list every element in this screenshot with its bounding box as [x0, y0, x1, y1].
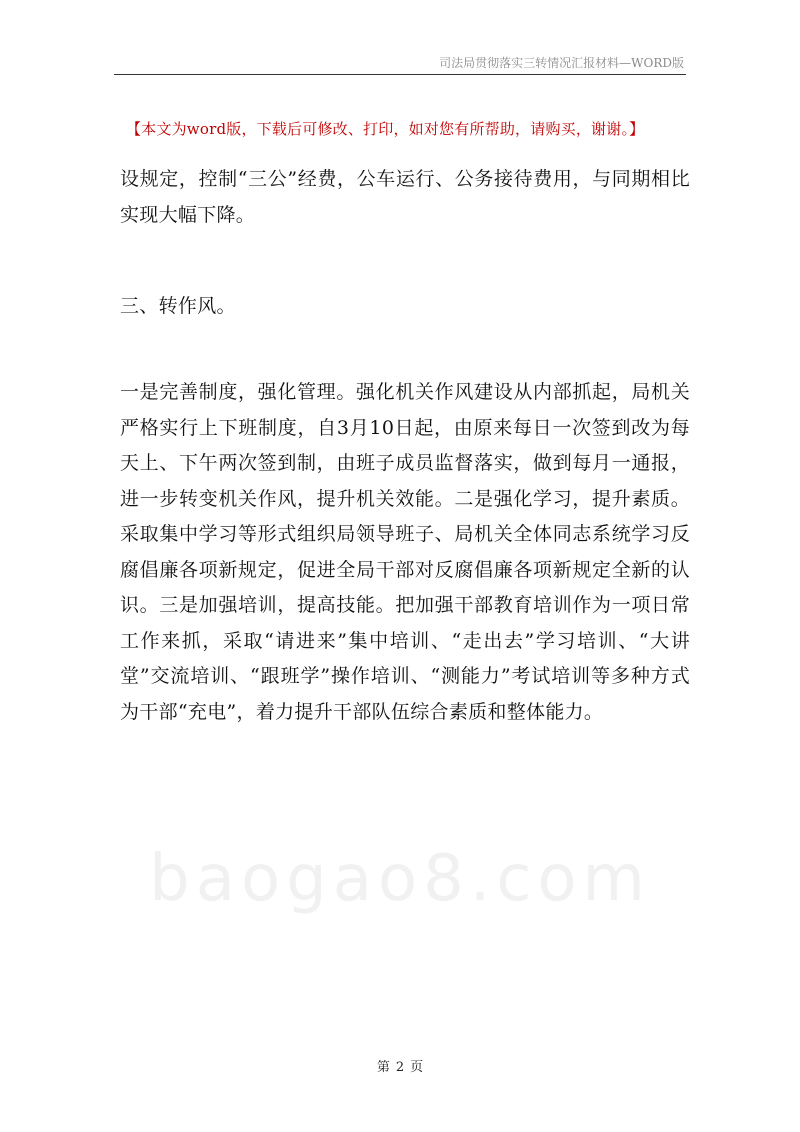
footer-prefix: 第 — [376, 1060, 390, 1075]
watermark: baogao8.com — [149, 842, 651, 916]
page-header — [114, 50, 686, 75]
page-number: 2 — [395, 1060, 405, 1075]
section-heading: 三、转作风。 — [120, 295, 236, 317]
download-notice: 【本文为word版，下载后可修改、打印，如对您有所帮助，请购买，谢谢。】 — [126, 120, 645, 138]
paragraph-continued: 设规定，控制“三公”经费，公车运行、公务接待费用，与同期相比实现大幅下降。 — [120, 168, 690, 226]
footer-suffix: 页 — [410, 1060, 424, 1075]
header-title: 司法局贯彻落实三转情况汇报材料—WORD版 — [439, 56, 684, 70]
page-footer — [0, 1056, 800, 1075]
paragraph-work-style: 一是完善制度，强化管理。强化机关作风建设从内部抓起，局机关严格实行上下班制度，自3月10日起，由原来每日一次签到改为每天上、下午两次签到制，由班子成员监督落实，做到每月一通报，进一步转变机关作风，提升机关效能。二是强化学习，提升素质。采取集中学习等形式组织局领导班子、局机关全体同志系统学习反腐倡廉各项新规定，促进全局干部对反腐倡廉各项新规定全新的认识。三是加强培训，提高技能。把加强干部教育培训作为一项日常工作来抓，采取“请进来”集中培训、“走出去”学习培训、“大讲堂”交流培训、“跟班学”操作培训、“测能力”考试培训等多种方式为干部“充电”，着力提升干部队伍综合素质和整体能力。 — [120, 381, 690, 723]
